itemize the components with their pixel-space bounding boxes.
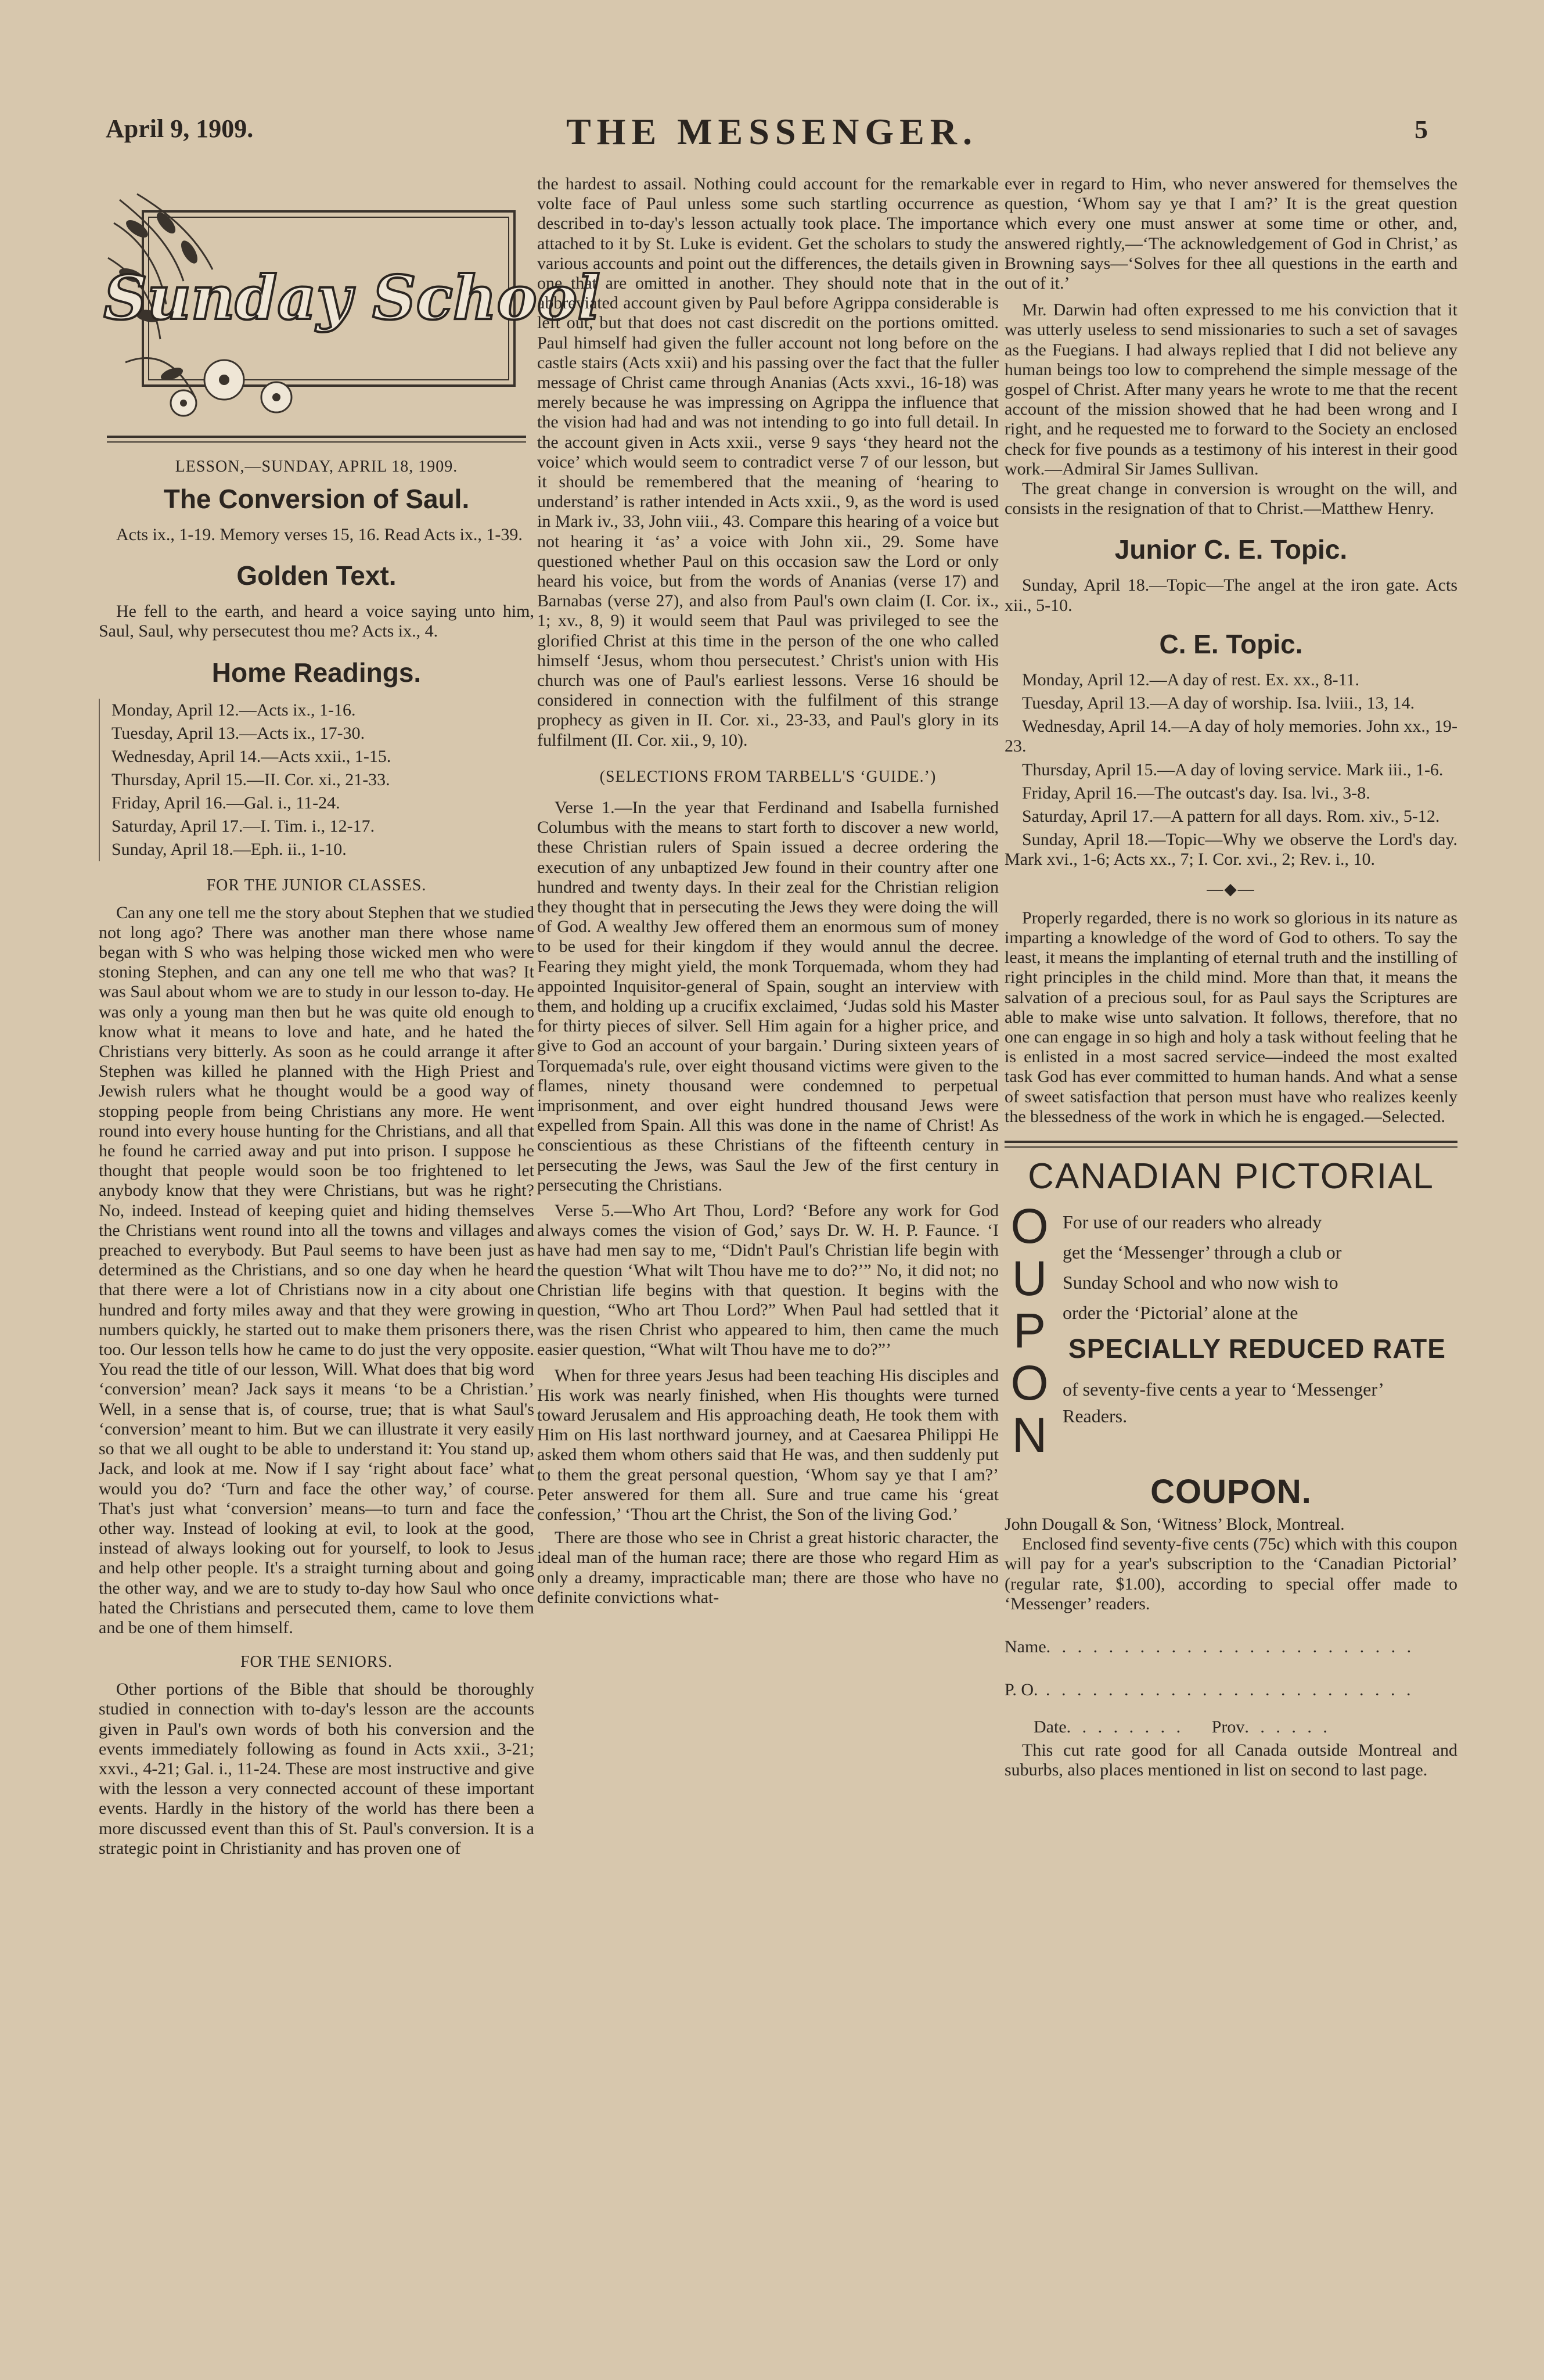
po-label: P. O.	[1005, 1680, 1038, 1699]
verse-1-text: Verse 1.—In the year that Ferdinand and Isabella furnished Columbus with the means to start forth to discover a new world, these Christian rulers of Spain issued a decree ordering the execution of any unbaptized Jew found in their country after one hundred and twenty days. In their zeal for the Christian religion they thought that in persecuting the Jews they were doing the will of God. A wealthy Jew offered them an enormous sum of money to be used for their kingdom if they would annul the decree. Fearing they might yield, the monk Torquemada, whom they had appointed Inquisitor-general of Spain, sought an interview with them, and holding up a crucifix exclaimed, ‘Judas sold his Master for thirty pieces of silver. Sell Him again for a higher price, and give to God an account of your bargain.’ During sixteen years of Torquemada's rule, over eight thousand victims were given to the flames, ninety thousand were condemned to perpetual imprisonment, and over eight hundred thousand Jews were expelled from Spain. All this was done in the name of Christ! As conscientious as these Christians of the fifteenth century in persecuting the Jews, was Saul the Jew of the first century in persecuting the Christians.	[537, 797, 999, 1195]
logo-rule	[107, 436, 526, 443]
golden-text-heading: Golden Text.	[236, 560, 397, 591]
article-continued: the hardest to assail. Nothing could account for the remarkable volte face of Paul unless some such startling occurrence as described in to-day's lesson actually took place. The importance attached to it by St. Luke is evident. Get the scholars to study the various accounts and point out the differences, the details given in one that are omitted in another. They should note that in the abbreviated account given by Paul before Agrippa considerable is left out, but that does not cast discredit on the portions omitted. Paul himself had given the fuller account not long before on the castle stairs (Acts xxii) and his passing over the fact that the fuller message of Christ came through Ananias (Acts xxvi., 16-18) was merely because he was impressing on Agrippa the influence that the vision had had and was not intending to go into full detail. In the account given in Acts xxii., verse 9 says ‘they heard not the voice’ which would seem to contradict verse 7 of our lesson, but it should be remembered that the meaning of ‘hearing to understand’ is rather intended in Acts xxii., 9, as the word is used in Mark iv., 33, John viii., 43. Compare this hearing of a voice but not hearing it ‘as’ a voice with John xii., 29. Some have questioned whether Paul on this occasion saw the Lord or only heard his voice, but from the words of Ananias (verse 17) and Barnabas (verse 27), and also from Paul's own claim (I. Cor. ix., 1; xv., 8, 9) it would seem that Paul was privileged to see the glorified Christ at this time in the person of the one who called himself ‘Jesus, whom thou persecutest.’ Christ's union with His church was one of Paul's earliest lessons. Verse 16 should be considered in connection with the fulfilment of this strange prophecy as given in II. Cor. xi., 23-33, and Paul's glory in its fulfilment (II. Cor. xii., 9, 10).	[537, 174, 999, 750]
ce-item: Saturday, April 17.—A pattern for all days. Rom. xiv., 5-12.	[1022, 807, 1440, 826]
reduced-rate: SPECIALLY REDUCED RATE	[1068, 1333, 1446, 1364]
date-prov-line[interactable]: Date. . . . . . . . Prov. . . . . .	[1005, 1717, 1457, 1737]
selections-heading: (SELECTIONS FROM TARBELL'S ‘GUIDE.’)	[599, 767, 937, 786]
column-right	[1005, 174, 1457, 1780]
canadian-pictorial-ad	[1005, 1156, 1457, 1780]
ad-line: Sunday School and who now wish to	[1063, 1271, 1338, 1293]
publisher-address: John Dougall & Son, ‘Witness’ Block, Montreal.	[1005, 1514, 1345, 1534]
lesson-title: The Conversion of Saul.	[163, 484, 470, 514]
lesson-refs: Acts ix., 1-19. Memory verses 15, 16. Read Acts ix., 1-39.	[116, 525, 523, 544]
ce-item: Thursday, April 15.—A day of loving service. Mark iii., 1-6.	[1022, 760, 1444, 779]
henry-quote: The great change in conversion is wrought on the will, and consists in the resignation of that to Christ.—Matthew Henry.	[1005, 479, 1457, 519]
browning-text: ever in regard to Him, who never answered for themselves the question, ‘Whom say ye that I am?’ It is the great question which every one must answer at some time or other, and, answered rightly,—‘The acknowledgement of God in Christ,’ as Browning says—‘Solves for thee all questions in the earth and out of it.’	[1005, 174, 1457, 293]
ad-rule	[1005, 1141, 1457, 1148]
po-field-line[interactable]: P. O. . . . . . . . . . . . . . . . . . . . . . . . .	[1005, 1680, 1415, 1699]
home-readings-list	[99, 699, 534, 861]
reading-item: Tuesday, April 13.—Acts ix., 17-30.	[111, 723, 365, 743]
verse-5-text: Verse 5.—Who Art Thou, Lord? ‘Before any work for God always comes the vision of God,’ says Dr. W. H. P. Faunce. ‘I have had men say to me, “Didn't Paul's Christian life begin with the question ‘What wilt Thou have me to do?’” No, it did not; no Christian life begins with that question. It begins with the question, “Who art Thou Lord?” When Paul had settled that it was the risen Christ who appeared to him, then came the much easier question, “What wilt Thou have me to do?”’	[537, 1200, 999, 1360]
coupon-letter: N	[1012, 1407, 1048, 1462]
coupon-letter: O	[1010, 1198, 1049, 1253]
newspaper-title: THE MESSENGER.	[566, 111, 978, 152]
seniors-text: Other portions of the Bible that should be thoroughly studied in connection with to-day's lesson are the accounts given in Paul's own words of both his conversion and the events immediately following as found in Acts xxii., 3-21; xxvi., 4-21; Gal. i., 11-24. These are most instructive and give with the lesson a very connected account of these important events. Hardly in the history of the world has there been a more discussed event than this of St. Paul's conversion. It is a strategic point in Christianity and has proven one of	[99, 1680, 534, 1858]
ad-line: get the ‘Messenger’ through a club or	[1063, 1241, 1342, 1263]
reading-item: Wednesday, April 14.—Acts xxii., 1-15.	[111, 746, 391, 766]
name-field-line[interactable]: Name. . . . . . . . . . . . . . . . . . . . . . . .	[1005, 1637, 1415, 1656]
golden-text: He fell to the earth, and heard a voice saying unto him, Saul, Saul, why persecutest thou me? Acts ix., 4.	[99, 602, 534, 641]
ornament-divider: —◆—	[1207, 880, 1255, 898]
coupon-heading: COUPON.	[1150, 1472, 1312, 1511]
seniors-heading: FOR THE SENIORS.	[240, 1653, 393, 1671]
masthead	[99, 110, 1445, 163]
junior-classes-text: Can any one tell me the story about Stephen that we studied not long ago? There was another man there whose name began with S who was helping those wicked men who were stoning Stephen, and can any one tell me who that was? It was Saul about whom we are to study in our lesson to-day. He was only a young man then but he was quite old enough to know what it means to love and hate, and he hated the Christians very bitterly. As soon as he could arrange it after Stephen was killed he planned with the High Priest and Jewish rulers what he thought would be a good way of stopping people from being Christians any more. He went round into every house hunting for the Christians, and all that he found he carried away and put into prison. I suppose he thought that people would soon be too frightened to let anybody know that they were Christians, but was he right? No, indeed. Instead of keeping quiet and hiding themselves the Christians went round into all the towns and villages and preached to everybody. But Paul seems to have been just as determined as the Christians, and so one day when he heard that there were a lot of Christians now in a city about one hundred and forty miles away and that they were growing in numbers quickly, he started out to make them prisoners there, too. Our lesson tells how he came to do just the very opposite. You read the title of our lesson, Will. What does that big word ‘conversion’ mean? Jack says it means ‘to be a Christian.’ Well, in a sense that is, of course, true; that is what Saul's ‘conversion’ meant to him. But we can illustrate it very easily so that we all ought to be able to understand it: You stand up, Jack, and look at me. Now if I say ‘right about face’ what would you do? ‘Turn and face the other way,’ of course. That's just what ‘conversion’ means—to turn and face the other way. Instead of looking at evil, to look at the good, instead of always looking out for yourself, to look to Jesus and help other people. It's a straight turning about and going the other way, and we are to study to-day how Saul who once hated the Christians and persecuted them, came to love them and be one of them himself.	[99, 903, 534, 1637]
ce-item: Wednesday, April 14.—A day of holy memories. John xx., 19-23.	[1005, 717, 1457, 756]
prov-label: Prov	[1211, 1717, 1245, 1737]
ce-item: Tuesday, April 13.—A day of worship. Isa. lviii., 13, 14.	[1022, 693, 1415, 713]
reading-item: Monday, April 12.—Acts ix., 1-16.	[111, 700, 356, 720]
coupon-offer	[1005, 1198, 1457, 1469]
page-number: 5	[1415, 114, 1428, 144]
reading-item: Friday, April 16.—Gal. i., 11-24.	[111, 793, 340, 812]
ce-item: Sunday, April 18.—Topic—Why we observe the Lord's day. Mark xvi., 1-6; Acts xx., 7; I. Cor. xvi., 2; Rev. i., 10.	[1005, 830, 1457, 869]
sunday-school-logo	[102, 188, 600, 426]
historic-character-text: There are those who see in Christ a great historic character, the ideal man of the human race; there are those who regard Him as only a dreamy, impracticable man; there are those who have no definite convictions what-	[537, 1528, 999, 1607]
coupon-instructions: Enclosed find seventy-five cents (75c) which with this coupon will pay for a year's subscription to the ‘Canadian Pictorial’ (regular rate, $1.00), according to special offer made to ‘Messenger’ readers.	[1005, 1534, 1457, 1613]
issue-date: April 9, 1909.	[106, 114, 254, 143]
junior-ce-text: Sunday, April 18.—Topic—The angel at the iron gate. Acts xii., 5-10.	[1005, 576, 1457, 615]
junior-classes-heading: FOR THE JUNIOR CLASSES.	[206, 876, 427, 894]
ce-item: Monday, April 12.—A day of rest. Ex. xx., 8-11.	[1022, 670, 1360, 689]
sunday-school-logo-art	[102, 188, 600, 420]
column-middle	[537, 174, 999, 1608]
name-label: Name	[1005, 1637, 1046, 1656]
ce-topic-list	[1005, 670, 1457, 870]
date-label: Date	[1034, 1717, 1067, 1737]
lesson-date: LESSON,—SUNDAY, APRIL 18, 1909.	[175, 458, 458, 476]
reading-item: Thursday, April 15.—II. Cor. xi., 21-33.	[111, 770, 390, 789]
confession-text: When for three years Jesus had been teaching His disciples and His work was nearly finished, when His thoughts were turned toward Jerusalem and His approaching death, He took them with Him on His last northward journey, and at Caesarea Philippi He asked them whom others said that He was, and then suddenly put to them the great personal question, ‘Whom say ye that I am?’ Peter answered for them all. Sure and true came his ‘great confession,’ ‘Thou art the Christ, the Son of the living God.’	[537, 1365, 999, 1524]
reading-item: Sunday, April 18.—Eph. ii., 1-10.	[111, 839, 347, 859]
junior-ce-heading: Junior C. E. Topic.	[1114, 534, 1348, 565]
selected-text: Properly regarded, there is no work so glorious in its nature as imparting a knowledge of the word of God to others. To say the least, it means the implanting of eternal truth and the instilling of right principles in the child mind. More than that, it means the salvation of a precious soul, for as Paul says the Scriptures are able to make wise unto salvation. It follows, therefore, that no one can engage in so high and holy a task without feeling that he is enlisted in a most sacred service—indeed the most exalted task God has ever committed to human hands. And what a sense of sweet satisfaction that person must have who realizes keenly the blessedness of the work in which he is engaged.—Selected.	[1005, 908, 1457, 1126]
ce-item: Friday, April 16.—The outcast's day. Isa. lvi., 3-8.	[1022, 783, 1370, 803]
ce-topic-heading: C. E. Topic.	[1159, 628, 1303, 659]
logo-text: Sunday School	[103, 262, 600, 333]
coupon-letter: O	[1010, 1355, 1049, 1410]
coupon-letter: P	[1013, 1303, 1046, 1358]
ad-line: order the ‘Pictorial’ alone at the	[1063, 1302, 1298, 1323]
coupon-letter: U	[1012, 1250, 1048, 1306]
ad-title: CANADIAN PICTORIAL	[1028, 1156, 1434, 1196]
ad-line: For use of our readers who already	[1063, 1211, 1322, 1232]
home-readings-heading: Home Readings.	[211, 657, 422, 688]
reading-item: Saturday, April 17.—I. Tim. i., 12-17.	[111, 816, 375, 836]
coupon-footer: This cut rate good for all Canada outside Montreal and suburbs, also places mentioned in list on second to last page.	[1005, 1740, 1457, 1780]
ad-line: of seventy-five cents a year to ‘Messenger’ Readers.	[1063, 1378, 1383, 1426]
column-left	[99, 174, 600, 1858]
darwin-text: Mr. Darwin had often expressed to me his conviction that it was utterly useless to send missionaries to such a set of savages as the Fuegians. I had always replied that I did not believe any human beings too low to comprehend the simple message of the gospel of Christ. After many years he wrote to me that the recent account of the mission showed that he had been wrong and I right, and he requested me to forward to the Society an enclosed check for five pounds as a testimony of his interest in their good work.—Admiral Sir James Sullivan.	[1005, 300, 1457, 479]
